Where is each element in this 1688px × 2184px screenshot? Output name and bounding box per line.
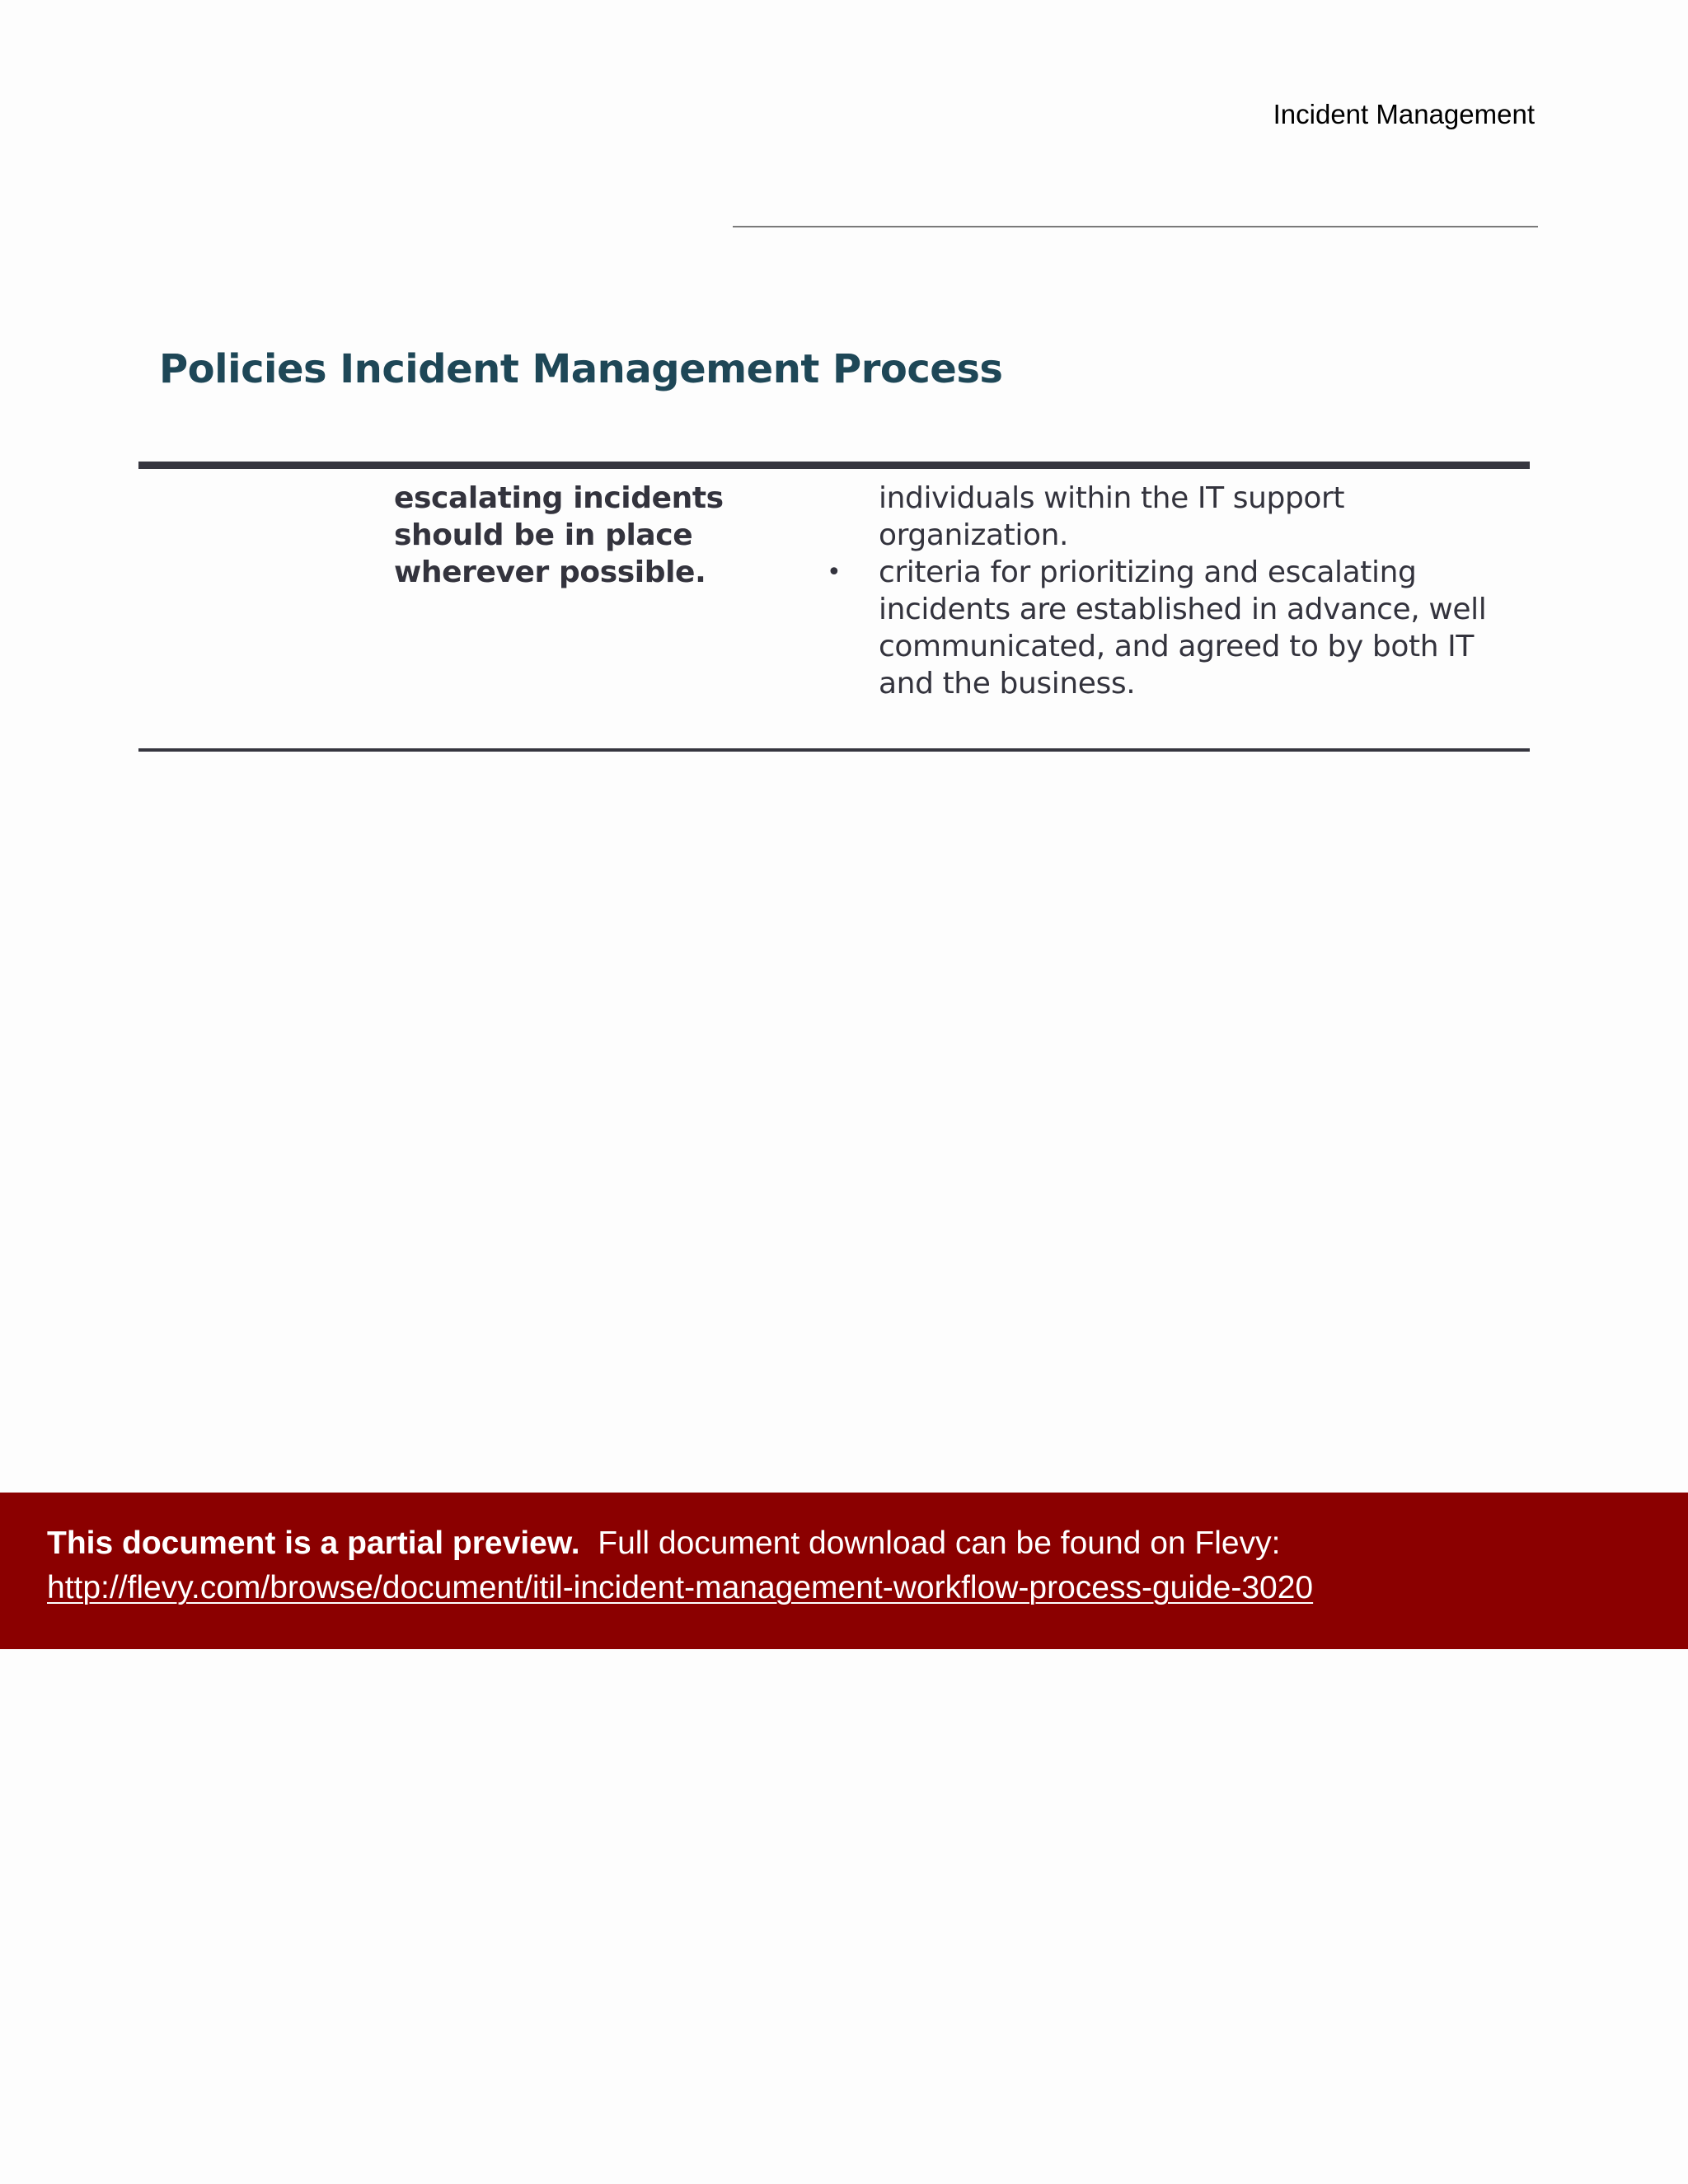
detail-line [816,665,1492,702]
detail-line-text: organization. [879,518,1069,552]
banner-bold-text: This document is a partial preview. [47,1526,580,1561]
bullet-icon: • [827,558,842,587]
policy-line: wherever possible. [394,555,706,589]
detail-cell [816,480,1492,702]
preview-banner [0,1493,1688,1649]
detail-line-text: individuals within the IT support [879,481,1345,515]
running-header: Incident Management [1273,99,1535,129]
detail-line-text: and the business. [879,667,1136,701]
table-top-border [138,462,1530,469]
detail-line [816,517,1492,554]
policy-line: escalating incidents [394,481,724,515]
section-title: Policies Incident Management Process [159,346,1003,392]
banner-message: Full document download can be found on Flevy: [598,1526,1281,1561]
policy-line: should be in place [394,518,693,552]
detail-line-bulleted [816,554,1492,591]
policy-cell [394,480,757,591]
detail-line [816,591,1492,628]
detail-line-text: criteria for prioritizing and escalating [879,555,1417,589]
detail-line-text: communicated, and agreed to by both IT [879,630,1474,663]
detail-line [816,628,1492,665]
table-bottom-border [138,748,1530,752]
detail-line-text: incidents are established in advance, well [879,593,1487,626]
flevy-download-link[interactable]: http://flevy.com/browse/document/itil-incident-management-workflow-process-guide-3020 [47,1570,1314,1605]
banner-text [47,1521,1313,1610]
header-divider [733,226,1538,227]
detail-line [816,480,1492,517]
